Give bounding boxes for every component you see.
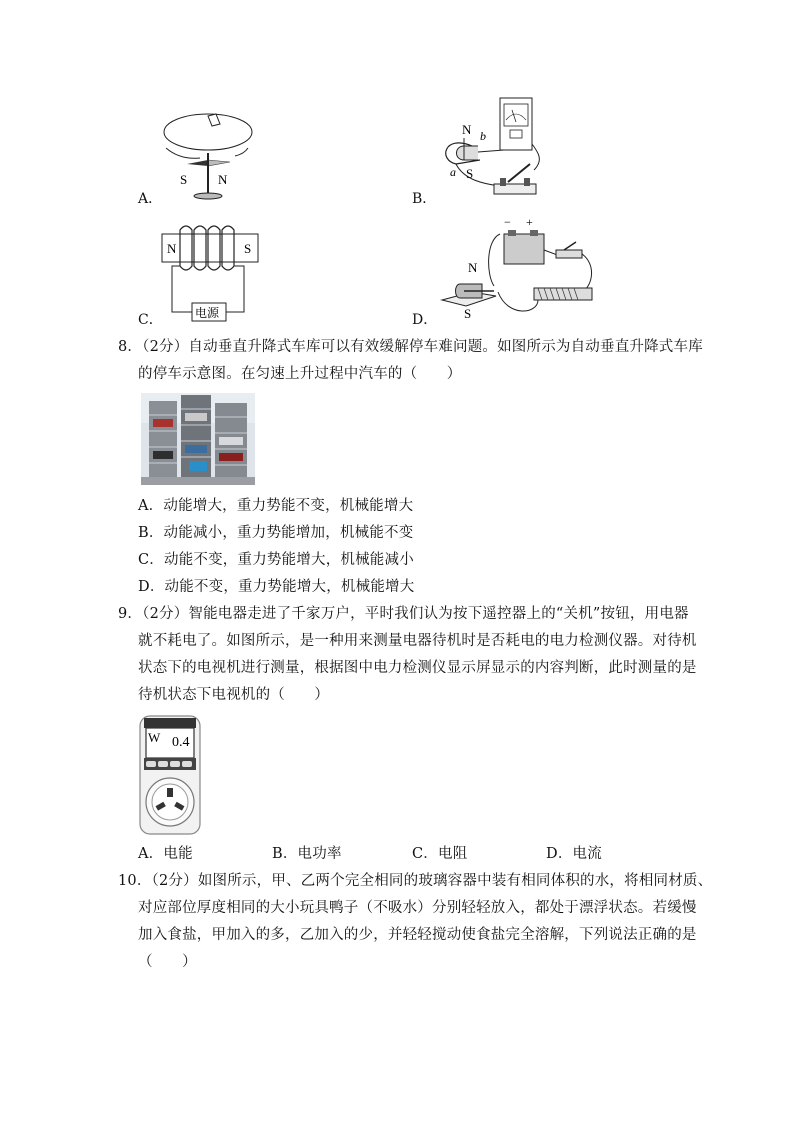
q9-option-b: B．电功率 [272, 846, 342, 862]
option-a-label: A． [138, 191, 163, 207]
power-source-label: 电源 [195, 306, 220, 320]
q9-stem-line-1: 9．（2分）智能电器走进了千家万户，平时我们认为按下遥控器上的“关机”按钮，用电器 [118, 606, 689, 622]
option-d-label: D． [412, 312, 438, 328]
display-value: 0.4 [172, 735, 190, 750]
q10-stem-line-3: 加入食盐，甲加入的多，乙加入的少，并轻轻搅动使食盐完全溶解，下列说法正确的是 [138, 927, 697, 943]
magnet-s-label-d: S [464, 306, 472, 321]
battery-minus-label: − [504, 215, 511, 229]
q8-option-c: C．动能不变，重力势能增大，机械能减小 [138, 552, 414, 568]
q9-stem-line-4: 待机状态下电视机的（ ） [138, 687, 330, 703]
option-b-label: B． [412, 191, 437, 207]
q8-stem-line-1: 8．（2分）自动垂直升降式车库可以有效缓解停车难问题。如图所示为自动垂直升降式车库 [118, 339, 703, 355]
option-d-figure [438, 214, 600, 326]
option-c-figure [158, 222, 264, 324]
q9-option-c: C．电阻 [412, 846, 468, 862]
q8-stem-line-2: 的停车示意图。在匀速上升过程中汽车的（ ） [138, 366, 462, 382]
q9-option-d: D．电流 [546, 846, 602, 862]
magnet-n-label: N [462, 122, 472, 137]
magnet-n-label-d: N [468, 260, 478, 275]
option-c-label: C． [138, 312, 163, 328]
parking-garage-photo [141, 393, 255, 485]
q9-option-a: A．电能 [138, 846, 193, 862]
option-a-figure [160, 108, 260, 204]
option-b-figure [434, 94, 550, 204]
q8-option-d: D．动能不变，重力势能增大，机械能增大 [138, 579, 415, 595]
needle-s-label: S [180, 172, 188, 187]
display-unit: W [148, 730, 161, 745]
wire-a-label: a [450, 165, 456, 179]
q9-stem-line-3: 状态下的电视机进行测量，根据图中电力检测仪显示屏显示的内容判断，此时测量的是 [138, 660, 697, 676]
q10-stem-line-2: 对应部位厚度相同的大小玩具鸭子（不吸水）分别轻轻放入，都处于漂浮状态。若缓慢 [138, 900, 697, 916]
q10-stem-line-4: （ ） [138, 954, 197, 970]
wire-b-label: b [480, 129, 486, 143]
needle-n-label: N [218, 172, 228, 187]
q9-stem-line-2: 就不耗电了。如图所示，是一种用来测量电器待机时是否耗电的电力检测仪器。对待机 [138, 633, 697, 649]
q10-stem-line-1: 10．（2分）如图所示，甲、乙两个完全相同的玻璃容器中装有相同体积的水，将相同材质、 [118, 873, 713, 889]
coil-n-label: N [167, 241, 177, 256]
coil-s-label: S [244, 241, 252, 256]
power-meter-device [138, 714, 202, 836]
q8-option-a: A．动能增大，重力势能不变，机械能增大 [138, 498, 414, 514]
magnet-s-label: S [466, 166, 474, 181]
q8-option-b: B．动能减小，重力势能增加，机械能不变 [138, 525, 414, 541]
battery-plus-label: + [526, 215, 533, 229]
